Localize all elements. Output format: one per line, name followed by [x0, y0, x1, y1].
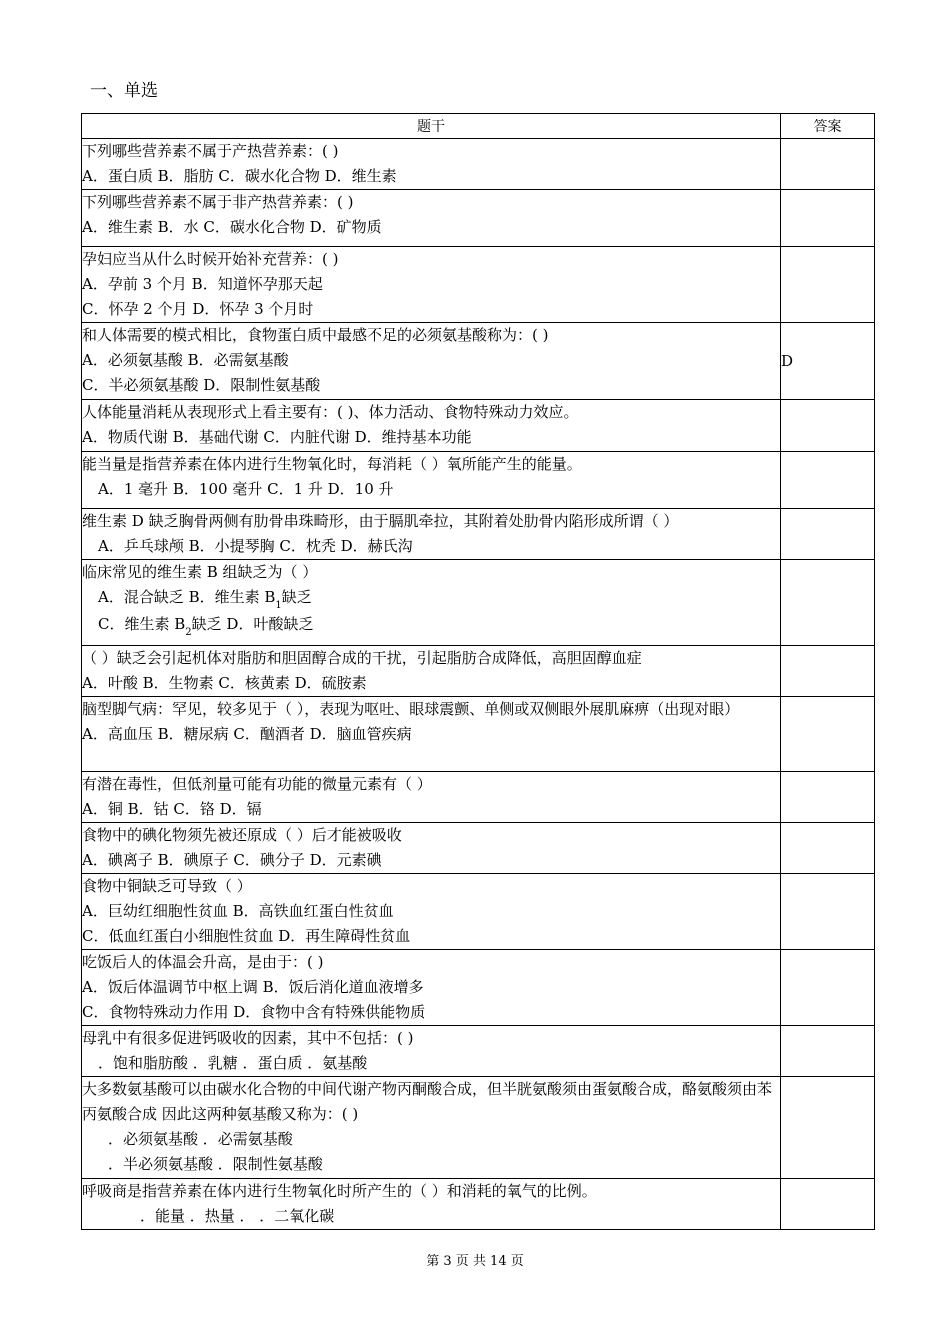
question-options: A．蛋白质 B．脂肪 C．碳水化合物 D．维生素 [82, 167, 397, 185]
question-options: A．1 毫升 B．100 毫升 C．1 升 D．10 升 [98, 480, 394, 498]
question-stem [82, 509, 781, 560]
question-row [82, 509, 875, 560]
question-row [82, 400, 875, 452]
question-row [82, 452, 875, 509]
answer-cell[interactable] [781, 697, 875, 772]
question-row [82, 190, 875, 247]
question-text: 下列哪些营养素不属于非产热营养素：( ) [82, 193, 354, 211]
question-row [82, 1077, 875, 1179]
question-options: A．饭后体温调节中枢上调 B．饭后消化道血液增多 [82, 978, 424, 996]
question-stem [82, 247, 781, 323]
question-row [82, 646, 875, 697]
answer-cell[interactable] [781, 190, 875, 247]
option-text: A．混合缺乏 B．维生素 B [98, 588, 276, 606]
question-stem [82, 560, 781, 646]
question-text: 食物中铜缺乏可导致（ ） [82, 877, 252, 895]
question-row [82, 139, 875, 190]
answer-cell[interactable] [781, 646, 875, 697]
question-stem [82, 1077, 781, 1179]
answer-cell[interactable] [781, 1026, 875, 1077]
question-stem [82, 323, 781, 400]
question-row [82, 1026, 875, 1077]
answer-cell[interactable]: D [781, 323, 875, 400]
question-options: A．维生素 B．水 C．碳水化合物 D．矿物质 [82, 218, 382, 236]
question-text: 大多数氨基酸可以由碳水化合物的中间代谢产物丙酮酸合成，但半胱氨酸须由蛋氨酸合成，酪氨酸须由苯丙氨酸合成 因此这两种氨基酸又称为：( ) [82, 1080, 773, 1123]
question-text: 孕妇应当从什么时候开始补充营养：( ) [82, 250, 339, 268]
question-row [82, 950, 875, 1026]
answer-cell[interactable] [781, 400, 875, 452]
answer-cell[interactable] [781, 247, 875, 323]
question-options: A．孕前 3 个月 B．知道怀孕那天起 [82, 275, 323, 293]
question-options: C．怀孕 2 个月 D．怀孕 3 个月时 [82, 300, 314, 318]
answer-cell[interactable] [781, 823, 875, 874]
question-text: （ ）缺乏会引起机体对脂肪和胆固醇合成的干扰，引起脂肪合成降低，高胆固醇血症 [82, 649, 642, 667]
question-options: A．高血压 B．糖尿病 C．酗酒者 D．脑血管疾病 [82, 725, 412, 743]
question-options: A．巨幼红细胞性贫血 B．高铁血红蛋白性贫血 [82, 902, 394, 920]
question-row [82, 823, 875, 874]
question-text: 食物中的碘化物须先被还原成（ ）后才能被吸收 [82, 826, 402, 844]
section-title: 一、单选 [90, 81, 158, 101]
question-options: A．必须氨基酸 B．必需氨基酸 [82, 351, 289, 369]
answer-cell[interactable] [781, 874, 875, 950]
question-row [82, 697, 875, 772]
question-options [82, 612, 780, 639]
question-options: A．叶酸 B．生物素 C．核黄素 D．硫胺素 [82, 674, 367, 692]
question-text: 临床常见的维生素 B 组缺乏为（ ） [82, 563, 318, 581]
option-text: C．维生素 B [98, 615, 186, 633]
question-stem [82, 1026, 781, 1077]
page-footer: 第 3 页 共 14 页 [426, 1254, 524, 1269]
answer-cell[interactable] [781, 509, 875, 560]
question-row [82, 323, 875, 400]
question-stem [82, 950, 781, 1026]
subscript: 1 [275, 600, 282, 611]
question-options: A．碘离子 B．碘原子 C．碘分子 D．元素碘 [82, 851, 382, 869]
question-options: C．半必须氨基酸 D．限制性氨基酸 [82, 376, 321, 394]
question-text: 有潜在毒性，但低剂量可能有功能的微量元素有（ ） [82, 775, 432, 793]
question-row [82, 560, 875, 646]
question-stem [82, 139, 781, 190]
question-options: C．食物特殊动力作用 D．食物中含有特殊供能物质 [82, 1003, 426, 1021]
column-header-stem: 题干 [82, 114, 781, 139]
question-stem [82, 646, 781, 697]
question-text: 母乳中有很多促进钙吸收的因素，其中不包括：( ) [82, 1029, 414, 1047]
question-options: ．饱和脂肪酸 ．乳糖 ．蛋白质 ．氨基酸 [98, 1054, 368, 1072]
question-options: ．半必须氨基酸 ．限制性氨基酸 [108, 1155, 323, 1173]
question-row [82, 874, 875, 950]
answer-cell[interactable] [781, 560, 875, 646]
question-row [82, 1179, 875, 1230]
question-text: 脑型脚气病：罕见，较多见于（ ），表现为呕吐、眼球震颤、单侧或双侧眼外展肌麻痹（出现对眼） [82, 700, 740, 718]
question-stem [82, 400, 781, 452]
question-stem [82, 697, 781, 772]
question-stem [82, 874, 781, 950]
question-text: 和人体需要的模式相比，食物蛋白质中最感不足的必须氨基酸称为：( ) [82, 326, 549, 344]
column-header-answer: 答案 [781, 114, 875, 139]
question-row [82, 247, 875, 323]
question-stem [82, 190, 781, 247]
answer-cell[interactable] [781, 452, 875, 509]
question-row [82, 772, 875, 823]
answer-cell[interactable] [781, 1077, 875, 1179]
answer-cell[interactable] [781, 950, 875, 1026]
option-text: 缺乏 [281, 588, 312, 606]
question-text: 吃饭后人的体温会升高，是由于：( ) [82, 953, 324, 971]
table-header-row [82, 114, 875, 139]
answer-cell[interactable] [781, 772, 875, 823]
question-options: A．物质代谢 B．基础代谢 C．内脏代谢 D．维持基本功能 [82, 428, 472, 446]
question-text: 维生素 D 缺乏胸骨两侧有肋骨串珠畸形，由于膈肌牵拉，其附着处肋骨内陷形成所谓（ ） [82, 512, 679, 530]
question-stem [82, 823, 781, 874]
question-options: ．必须氨基酸 ．必需氨基酸 [108, 1130, 293, 1148]
subscript: 2 [185, 627, 192, 638]
question-options: C．低血红蛋白小细胞性贫血 D．再生障碍性贫血 [82, 927, 411, 945]
answer-cell[interactable] [781, 1179, 875, 1230]
answer-cell[interactable] [781, 139, 875, 190]
question-stem [82, 772, 781, 823]
question-table [81, 113, 875, 1230]
question-options: A．铜 B．钴 C．铬 D．镉 [82, 800, 262, 818]
question-options: A．乒乓球颅 B．小提琴胸 C．枕秃 D．赫氏沟 [98, 537, 413, 555]
question-text: 人体能量消耗从表现形式上看主要有：( )、体力活动、食物特殊动力效应。 [82, 403, 579, 421]
question-text: 能当量是指营养素在体内进行生物氧化时，每消耗（ ）氧所能产生的能量。 [82, 455, 582, 473]
question-options [82, 585, 780, 612]
question-text: 呼吸商是指营养素在体内进行生物氧化时所产生的（ ）和消耗的氧气的比例。 [82, 1182, 597, 1200]
option-text: 缺乏 D．叶酸缺乏 [191, 615, 314, 633]
question-stem [82, 1179, 781, 1230]
question-options: ．能量 ．热量 ． ．二氧化碳 [140, 1207, 335, 1225]
question-text: 下列哪些营养素不属于产热营养素：( ) [82, 142, 339, 160]
question-stem [82, 452, 781, 509]
